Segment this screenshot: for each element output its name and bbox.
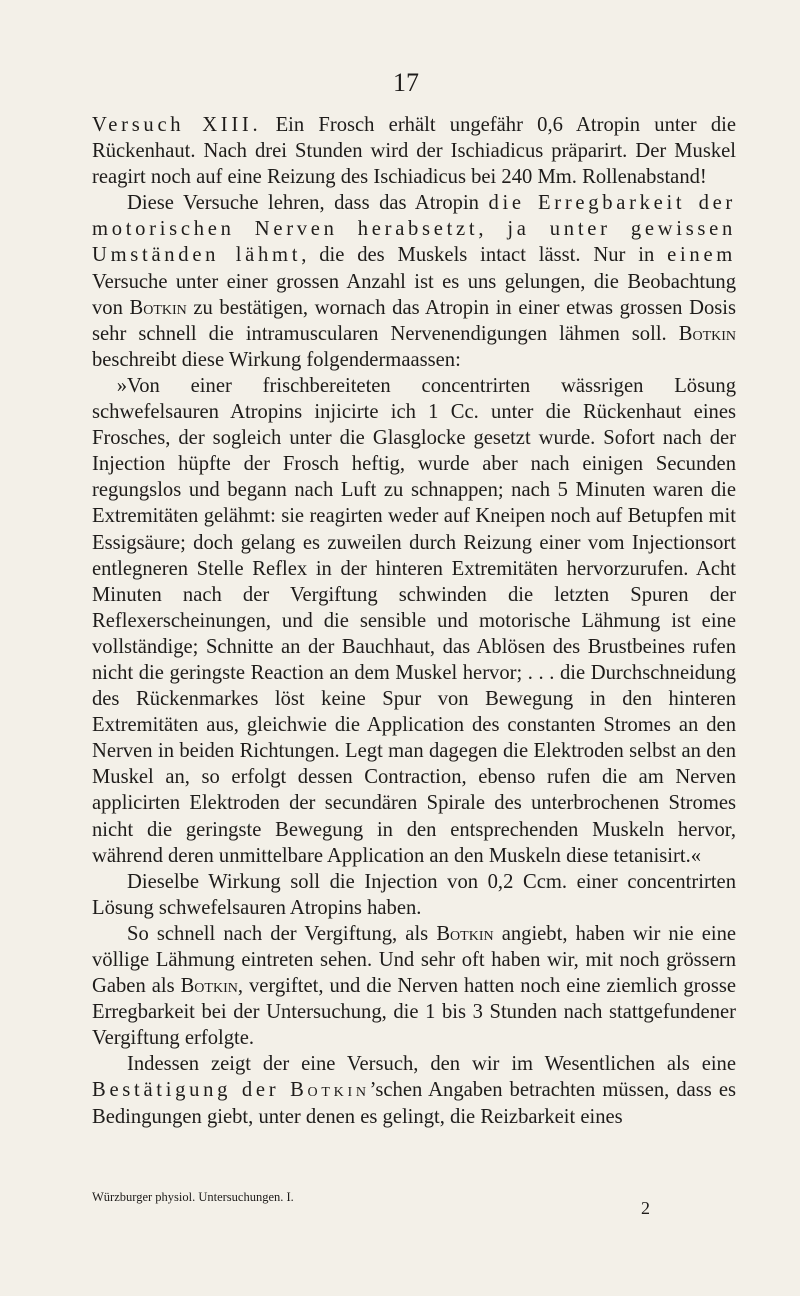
text-run: zu bestätigen, wornach das Atropin in einer etwas grossen Dosis sehr schnell die intramuscularen Nervenendigungen lähmen soll.: [92, 296, 736, 345]
body-text: [92, 112, 736, 1130]
text-run: Botkin: [290, 1079, 370, 1102]
text-run: So schnell nach der Vergiftung, als: [127, 922, 437, 945]
text-run: Ein Frosch erhält ungefähr 0,6 Atropin unter die Rückenhaut. Nach drei Stunden wird der Ischiadicus präparirt. Der Muskel reagirt noch auf eine Reizung des Ischiadicus bei 240 Mm. Rollenabstand!: [92, 114, 736, 189]
text-run: einem: [667, 244, 737, 267]
text-run: die Erregbarkeit der motorischen Nerven herabsetzt, ja unter gewissen Umständen lähmt: [92, 192, 736, 267]
paragraph-versuch-xiii: [92, 112, 736, 190]
paragraph-dosis: [92, 869, 736, 921]
text-run: »Von einer frischbereiteten concentrirten wässrigen Lösung schwefelsauren Atropins injicirte ich 1 Cc. unter die Rückenhaut eines Frosches, der sogleich unter die Glasglocke gesetzt wurde. Sofort nach der Injection hüpfte der Frosch heftig, wurde aber nach einigen Secunden regungslos und begann nach Luft zu schnappen; nach 5 Minuten waren die Extremitäten gelähmt: sie reagirten weder auf Kneipen noch auf Betupfen mit Essigsäure; doch gelang es zuweilen durch Reizung einer vom Injectionsort entlegneren Stelle Reflex in der hinteren Extremitäten hervorzurufen. Acht Minuten nach der Vergiftung schwinden die letzten Spuren der Reflexerscheinungen, und die sensible und motorische Lähmung ist eine vollständige; Schnitte an der Bauchhaut, das Ablösen des Brustbeines rufen nicht die geringste Reaction an dem Muskel hervor; . . . die Durchschneidung des Rückenmarkes löst keine Spur von Bewegung in den hinteren Extremitäten aus, gleichwie die Application des constanten Stromes an den Nerven in beiden Richtungen. Legt man dagegen die Elektroden selbst an den Muskel an, so erfolgt dessen Contraction, ebenso rufen die am Nerven applicirten Elektroden der secundären Spirale des unterbrochenen Stromes nicht die geringste Bewegung in den entsprechenden Muskeln hervor, während deren unmittelbare Application an den Muskeln diese tetanisirt.«: [92, 374, 736, 867]
text-run: ’schen Angaben betrachten müssen, dass es Bedingungen giebt, unter denen es gelingt, die Reizbarkeit eines: [92, 1079, 736, 1128]
text-run: beschreibt diese Wirkung folgendermaassen:: [92, 348, 461, 371]
text-run: Versuch XIII.: [92, 114, 262, 136]
page-number: 17: [393, 68, 419, 97]
text-run: Botkin: [678, 322, 736, 345]
text-run: Botkin: [436, 922, 494, 945]
paragraph-conclusion: [92, 190, 736, 373]
text-run: Bestätigung der: [92, 1079, 291, 1102]
text-run: , vergiftet, und die Nerven hatten noch eine ziemlich grosse Erregbarkeit bei der Untersuchung, die 1 bis 3 Stunden nach stattgefundener Vergiftung erfolgte.: [92, 975, 737, 1050]
text-run: Dieselbe Wirkung soll die Injection von 0,2 Ccm. einer concentrirten Lösung schwefelsauren Atropins haben.: [92, 870, 736, 919]
paragraph-confirmation: [92, 1051, 736, 1129]
text-run: Versuche unter einer grossen Anzahl ist es uns gelungen, die Beobachtung von: [92, 270, 736, 319]
paragraph-own-results: [92, 921, 736, 1051]
text-run: Diese Versuche lehren, dass das Atropin: [127, 192, 489, 215]
signature-mark: 2: [641, 1198, 650, 1218]
footer-source: Würzburger physiol. Untersuchungen. I.: [92, 1190, 294, 1204]
paragraph-botkin-quote: [92, 373, 736, 869]
text-run: Botkin: [129, 296, 187, 319]
text-run: angiebt, haben wir nie eine völlige Lähmung eintreten sehen. Und sehr oft haben wir, mit noch grössern Gaben als: [92, 922, 737, 998]
text-run: Indessen zeigt der eine Versuch, den wir im Wesentlichen als eine: [127, 1053, 736, 1076]
text-run: Botkin: [180, 975, 238, 998]
text-run: , die des Muskels intact lässt. Nur in: [301, 244, 668, 267]
